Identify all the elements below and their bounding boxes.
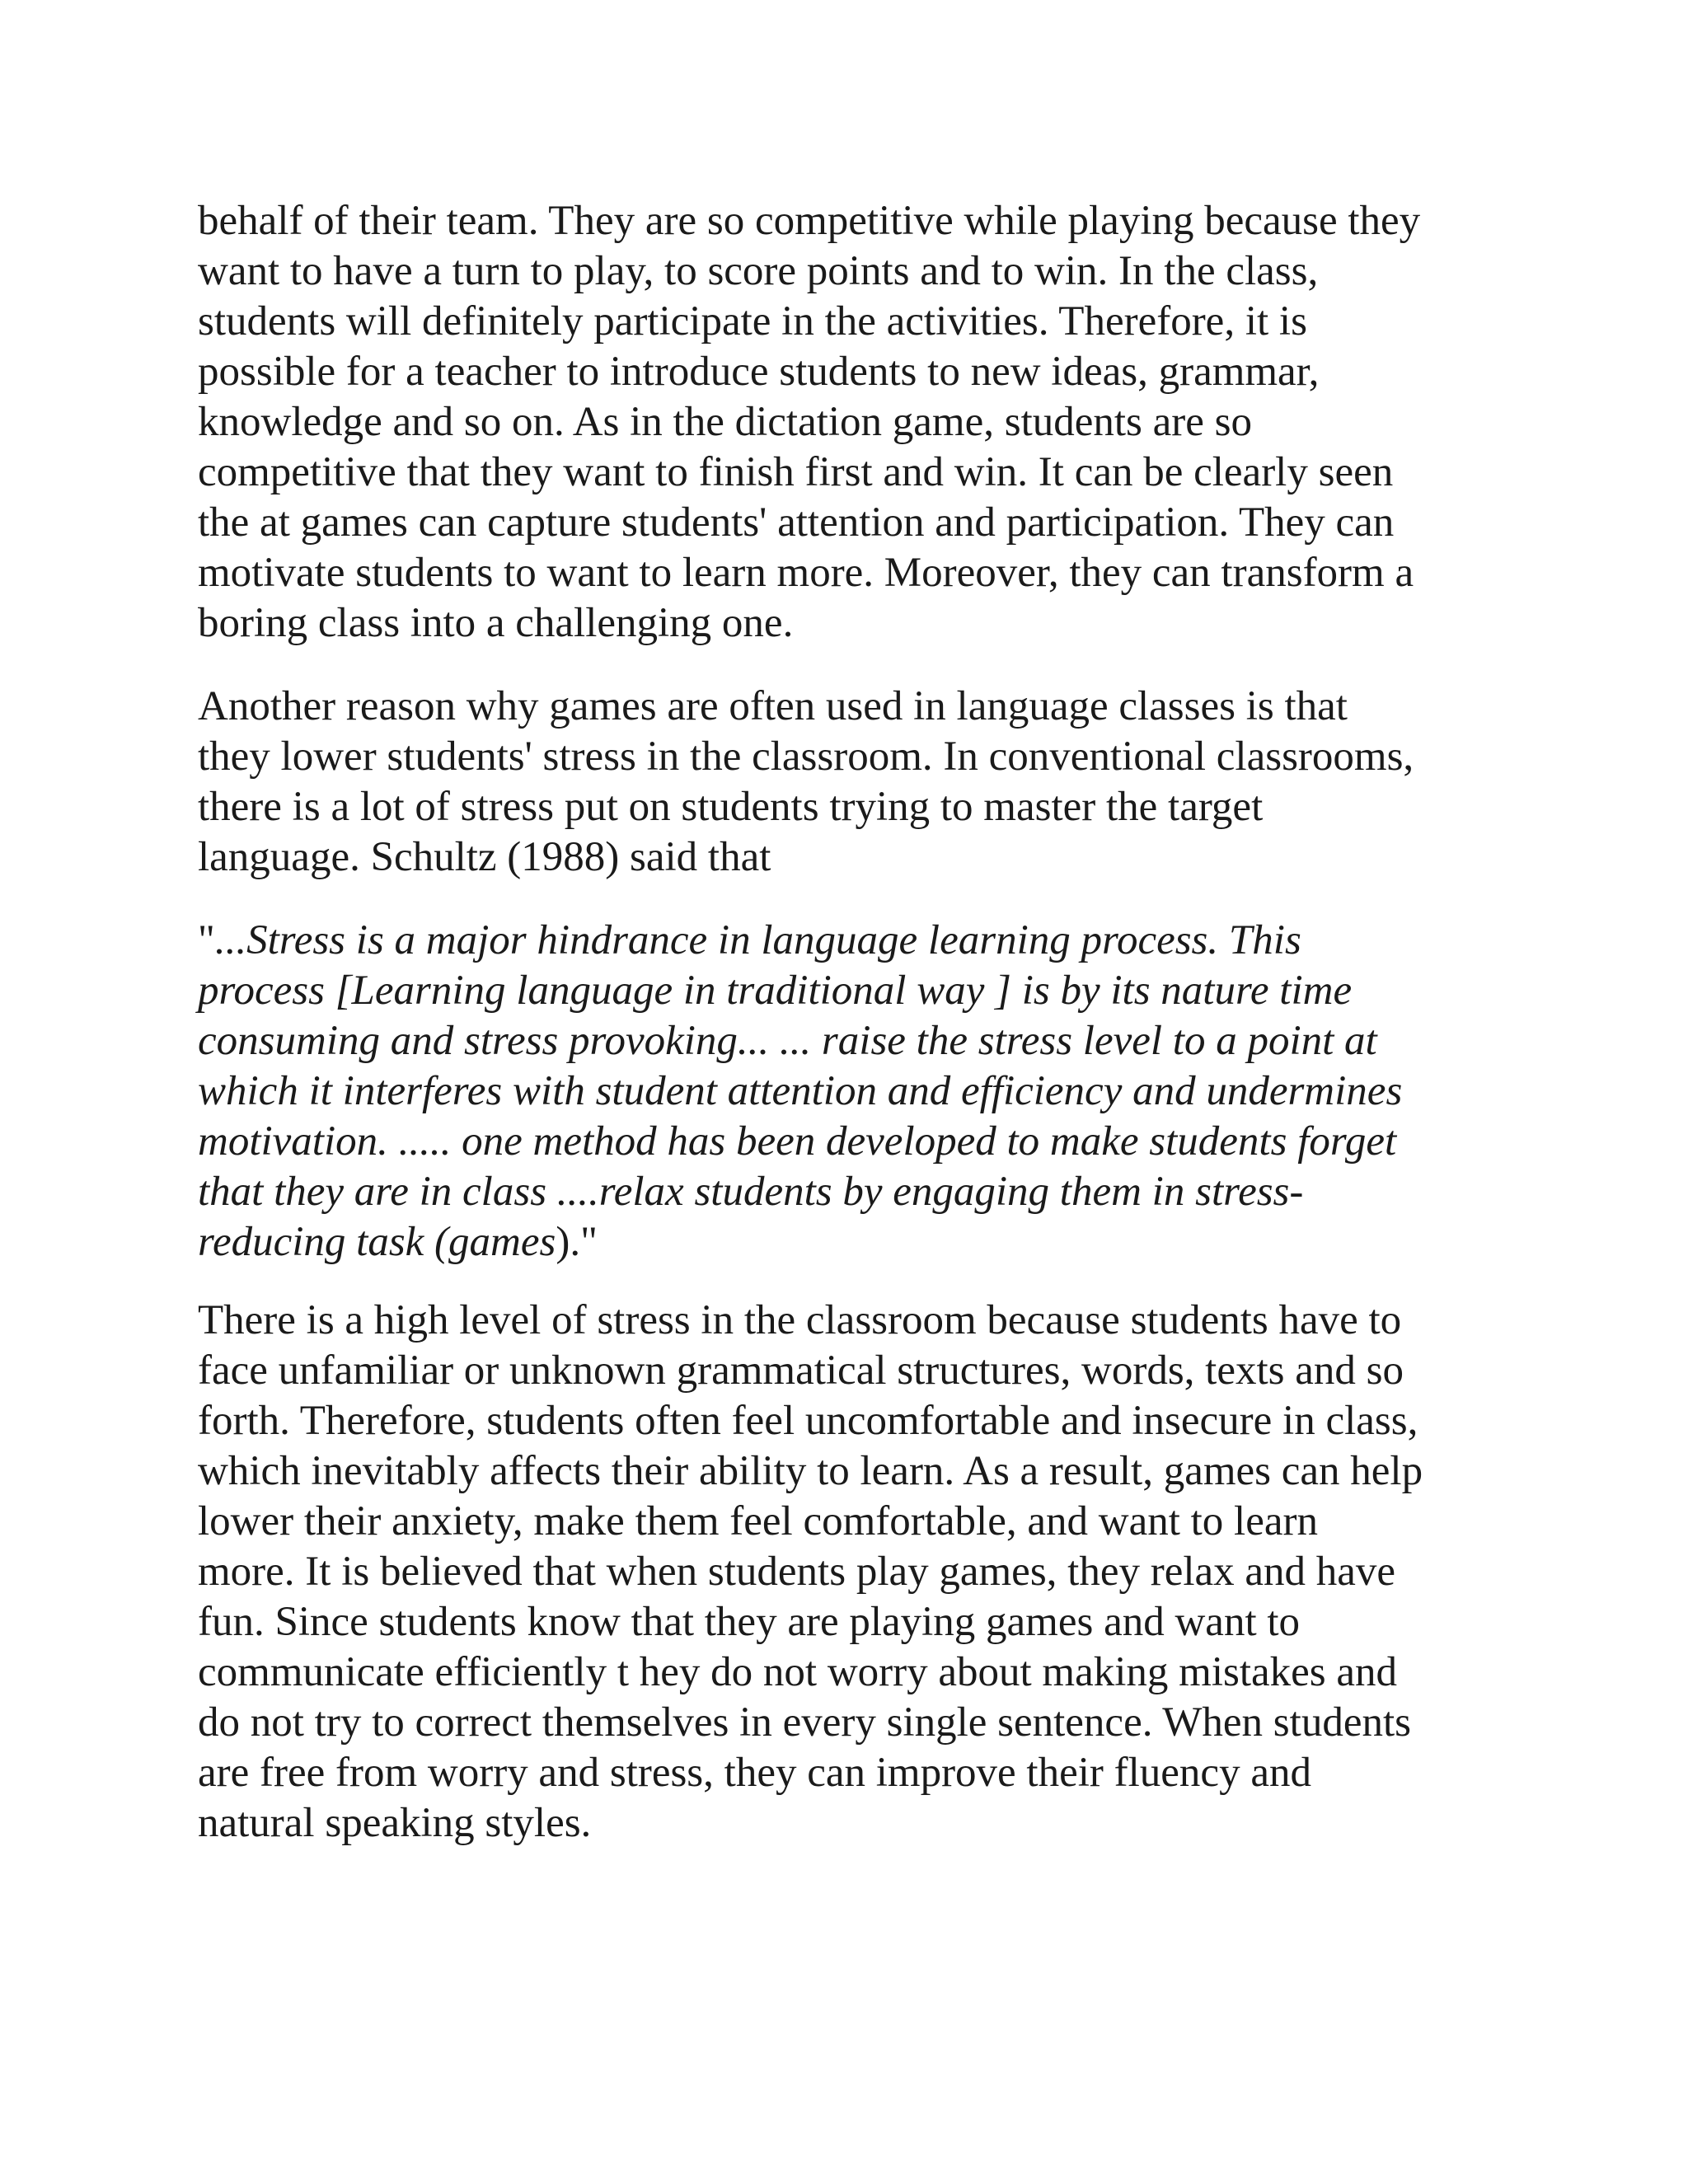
text-line: possible for a teacher to introduce students to new ideas, grammar, [198,349,1320,395]
text-line: face unfamiliar or unknown grammatical structures, words, texts and so [198,1347,1404,1394]
quote-open-mark: " [198,917,215,963]
text-line: lower their anxiety, make them feel comfortable, and want to learn [198,1498,1318,1544]
quote-line: which it interferes with student attention and efficiency and undermines [198,1068,1403,1114]
text-line: There is a high level of stress in the classroom because students have to [198,1297,1402,1343]
quote-line: process [Learning language in traditional way ] is by its nature time [198,968,1353,1014]
block-quote [198,916,1500,1268]
paragraph-3 [198,1296,1500,1849]
text-line: competitive that they want to finish first and win. It can be clearly seen [198,449,1394,495]
text-line: the at games can capture students' attention and participation. They can [198,499,1395,546]
quote-text: reducing task (games [198,1219,556,1265]
quote-line [198,916,1500,966]
quote-line: motivation. ..... one method has been developed to make students forget [198,1118,1397,1165]
text-line: more. It is believed that when students play games, they relax and have [198,1549,1396,1595]
text-line: do not try to correct themselves in every single sentence. When students [198,1699,1411,1746]
paragraph-1 [198,196,1500,649]
text-line: behalf of their team. They are so competitive while playing because they [198,198,1421,244]
document-body [198,196,1500,1882]
text-line: boring class into a challenging one. [198,600,794,646]
text-line: natural speaking styles. [198,1800,592,1846]
text-line: there is a lot of stress put on students trying to master the target [198,784,1264,830]
text-line: are free from worry and stress, they can improve their fluency and [198,1750,1311,1796]
quote-line [198,1217,1500,1268]
text-line: motivate students to want to learn more. Moreover, they can transform a [198,550,1414,596]
quote-line: consuming and stress provoking... ... raise the stress level to a point at [198,1018,1377,1064]
text-line: forth. Therefore, students often feel uncomfortable and insecure in class, [198,1398,1418,1444]
text-line: communicate efficiently t hey do not worry about making mistakes and [198,1649,1398,1695]
text-line: language. Schultz (1988) said that [198,834,771,880]
text-line: want to have a turn to play, to score points and to win. In the class, [198,248,1319,294]
text-line: knowledge and so on. As in the dictation game, students are so [198,399,1253,445]
text-line: which inevitably affects their ability to learn. As a result, games can help [198,1448,1423,1494]
quote-text: ...Stress is a major hindrance in language learning process. This [214,917,1301,963]
text-line: they lower students' stress in the classroom. In conventional classrooms, [198,733,1414,780]
quote-line: that they are in class ....relax students by engaging them in stress- [198,1169,1304,1215]
text-line: students will definitely participate in the activities. Therefore, it is [198,298,1307,344]
quote-close-mark: )." [556,1219,598,1265]
paragraph-2 [198,682,1500,883]
text-line: Another reason why games are often used in language classes is that [198,683,1348,729]
text-line: fun. Since students know that they are playing games and want to [198,1599,1301,1645]
